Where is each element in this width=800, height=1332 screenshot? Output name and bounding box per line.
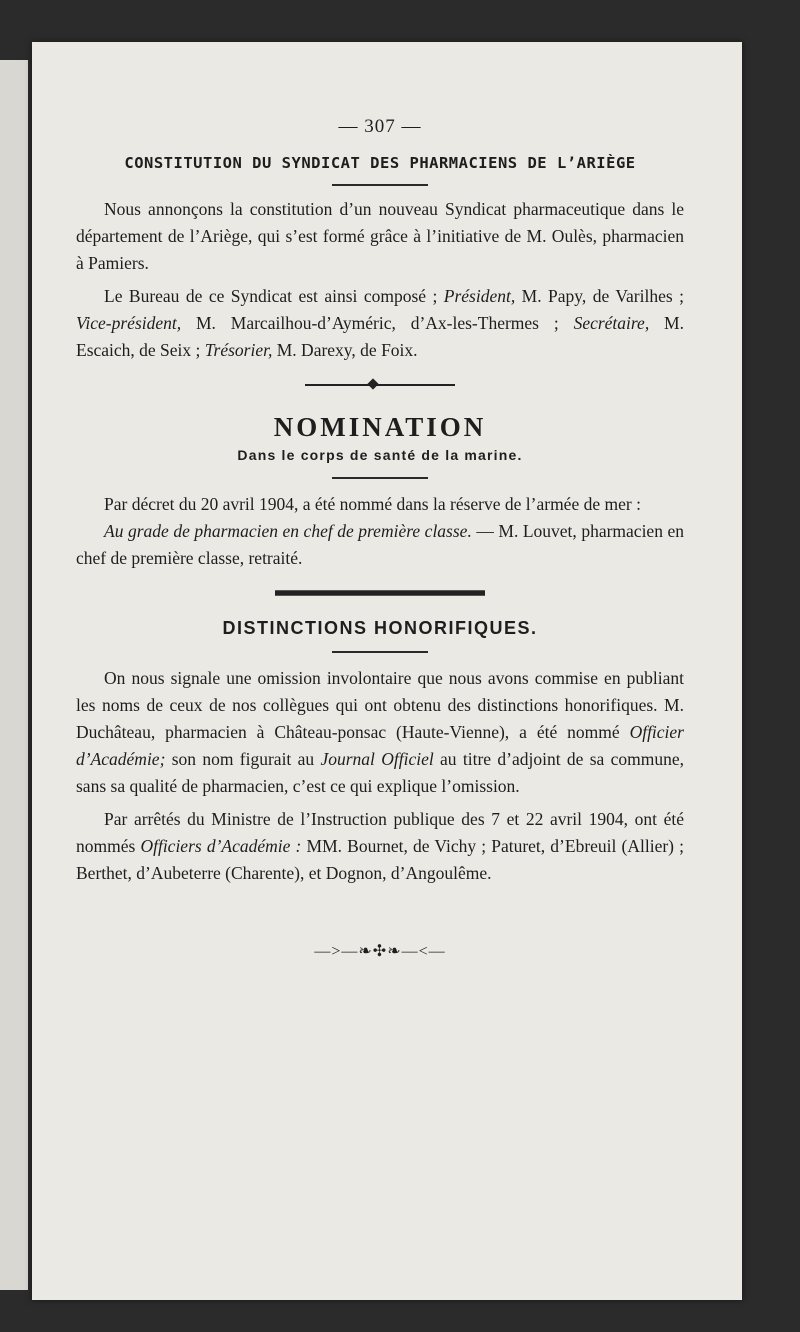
- section-subtitle-marine: Dans le corps de santé de la marine.: [237, 447, 523, 463]
- paragraph-decret: Par décret du 20 avril 1904, a été nommé dans la réserve de l’armée de mer :: [104, 494, 641, 514]
- thick-separator: [275, 590, 485, 596]
- section-title-nomination: NOMINATION: [273, 412, 487, 442]
- section-title-syndicat: CONSTITUTION DU SYNDICAT DES PHARMACIENS DE L’ARIÈGE: [124, 154, 636, 172]
- paragraph-syndicat-bureau: Le Bureau de ce Syndicat est ainsi composé ; Président, M. Papy, de Varilhes ; Vice-président, M. Marcailhou-d’Ayméric, d’Ax-les-Thermes ; Secrétaire, M. Escaich, de Seix ; Trésorier, M. Darexy, de Foix.: [76, 286, 684, 360]
- section-title-distinctions: DISTINCTIONS HONORIFIQUES.: [222, 618, 538, 638]
- diamond-separator: [305, 380, 455, 390]
- paragraph-omission: On nous signale une omission involontaire que nous avons commise en publiant les noms de ceux de nos collègues qui ont obtenu des distinctions honorifiques. M. Duchâteau, pharmacien à Château-ponsac (Haute-Vienne), a été nommé Officier d’Académie; son nom figurait au Journal Officiel au titre d’adjoint de sa commune, sans sa qualité de pharmacien, c’est ce qui explique l’omission.: [76, 668, 684, 796]
- paragraph-louvet: Au grade de pharmacien en chef de première classe. — M. Louvet, pharmacien en chef de première classe, retraité.: [76, 521, 684, 568]
- page-number: — 307 —: [338, 116, 422, 137]
- book-page: [32, 42, 742, 1300]
- paragraph-syndicat-intro: Nous annonçons la constitution d’un nouveau Syndicat pharmaceutique dans le département de l’Ariège, qui s’est formé grâce à l’initiative de M. Oulès, pharmacien à Pamiers.: [76, 199, 684, 273]
- page-content: [76, 114, 684, 961]
- paragraph-arretes: Par arrêtés du Ministre de l’Instruction publique des 7 et 22 avril 1904, ont été nommés Officiers d’Académie : MM. Bournet, de Vichy ; Paturet, d’Ebreuil (Allier) ; Berthet, d’Aubeterre (Charente), et Dognon, d’Angoulême.: [76, 809, 685, 883]
- facing-page-edge: [0, 60, 28, 1290]
- ornament-separator: —>—❧✣❧—<—: [314, 943, 446, 960]
